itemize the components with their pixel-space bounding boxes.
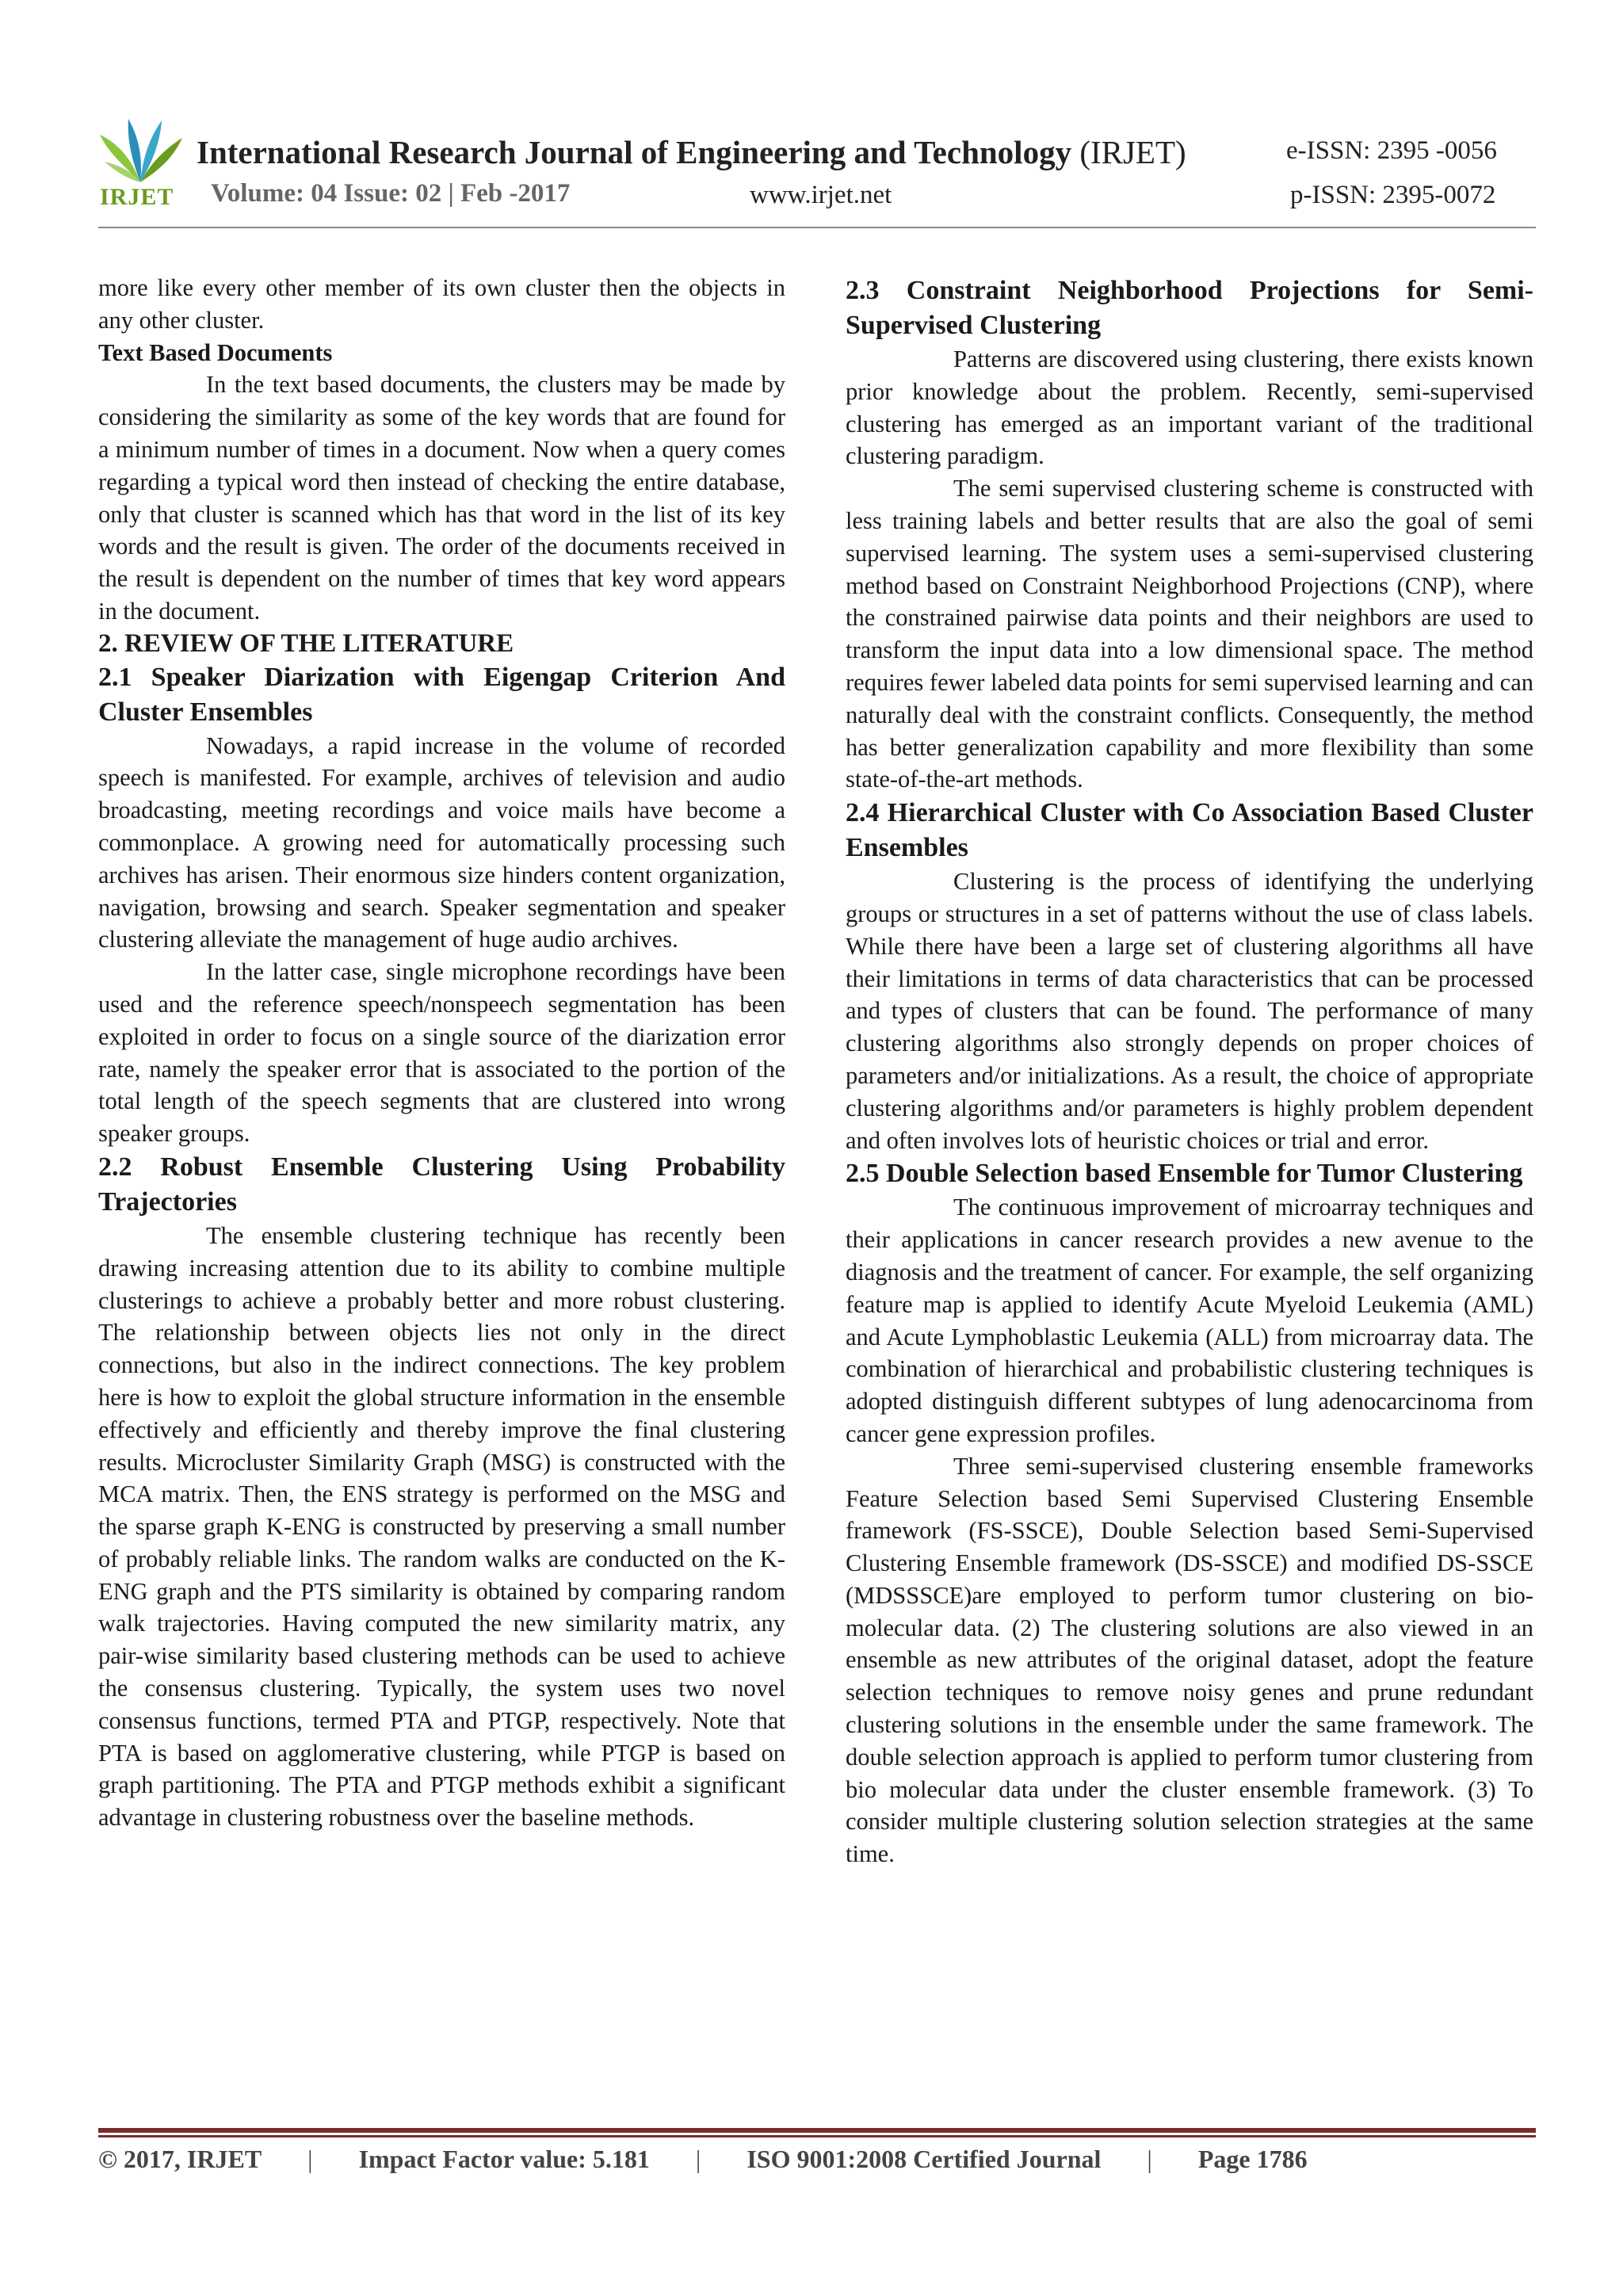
text-docs-heading: Text Based Documents [98,338,333,366]
footer-separator: | [695,2145,701,2173]
paragraph: Three semi-supervised clustering ensemble frameworks Feature Selection based Semi Supervised Clustering Ensemble framework (FS-SSCE), Double Selection based Semi-Supervised Clustering Ensemble framework (DS-SSCE) and modified DS-SSCE (MDSSSCE)are employed to perform tumor clustering on bio-molecular data. (2) The clustering solutions are also viewed in an ensemble as new attributes of the original dataset, adopt the feature selection techniques to remove noisy genes and prune redundant clustering solutions in the ensemble under the same framework. The double selection approach is applied to perform tumor clustering from bio molecular data under the cluster ensemble framework. (3) To consider multiple clustering solution selection strategies at the same time. [846,1452,1533,1868]
paragraph: The semi supervised clustering scheme is constructed with less training labels and better results that are also the goal of semi supervised learning. The system uses a semi-supervised clustering method based on Constraint Neighborhood Projections (CNP), where the constrained pairwise data points and their neighbors are used to transform the input data into a low dimensional space. The method requires fewer labeled data points for semi supervised learning and can naturally deal with the constraint conflicts. Consequently, the method has better generalization capability and more flexibility than some state-of-the-art methods. [846,475,1533,793]
journal-name: International Research Journal of Engineering and Technology [197,134,1072,170]
subsection-title-2-2: 2.2 Robust Ensemble Clustering Using Probability Trajectories [98,1152,785,1217]
paragraph: more like every other member of its own cluster then the objects in any other cluster. [98,274,785,334]
subsection-title-2-3: 2.3 Constraint Neighborhood Projections for Semi-Supervised Clustering [846,276,1533,340]
logo-text: IRJET [100,184,174,210]
pissn: p-ISSN: 2395-0072 [1290,181,1496,209]
paragraph: Patterns are discovered using clustering, there exists known prior knowledge about the problem. Recently, semi-supervised clustering has emerged as an important variant of the traditional clustering paradigm. [846,346,1533,470]
subsection-title-2-4: 2.4 Hierarchical Cluster with Co Association Based Cluster Ensembles [846,798,1533,863]
iso-certification: ISO 9001:2008 Certified Journal [747,2145,1102,2173]
page-footer [98,2145,1308,2174]
copyright: © 2017, IRJET [98,2145,262,2173]
section-title: 2. REVIEW OF THE LITERATURE [98,628,514,658]
footer-rule-thin [98,2135,1536,2137]
footer-separator: | [1147,2145,1152,2173]
subsection-title-2-5: 2.5 Double Selection based Ensemble for Tumor Clustering [846,1159,1523,1189]
journal-title [197,133,1186,171]
website-link[interactable]: www.irjet.net [750,181,892,209]
footer-rule-thick [98,2128,1536,2133]
paragraph: Nowadays, a rapid increase in the volume of recorded speech is manifested. For example, archives of television and audio broadcasting, meeting recordings and voice mails have become a commonplace. A growing need for automatically processing such archives has arisen. Their enormous size hinders content organization, navigation, browsing and search. Speaker segmentation and speaker clustering alleviate the management of huge audio archives. [98,732,785,953]
eissn: e-ISSN: 2395 -0056 [1286,136,1497,165]
right-column [846,273,1533,1870]
paragraph: The ensemble clustering technique has recently been drawing increasing attention due to its ability to combine multiple clusterings to achieve a probably better and more robust clustering. The relationship between objects lies not only in the direct connections, but also in the indirect connections. The key problem here is how to exploit the global structure information in the ensemble effectively and efficiently and thereby improve the final clustering results. Microcluster Similarity Graph (MSG) is constructed with the MCA matrix. Then, the ENS strategy is performed on the MSG and the sparse graph K-ENG is constructed by preserving a small number of probably reliable links. The random walks are conducted on the K-ENG graph and the PTS similarity is obtained by comparing random walk trajectories. Having computed the new similarity matrix, any pair-wise similarity based clustering methods can be used to achieve the consensus clustering. Typically, the system uses two novel consensus functions, termed PTA and PTGP, respectively. Note that PTA is based on agglomerative clustering, while PTGP is based on graph partitioning. The PTA and PTGP methods exhibit a significant advantage in clustering robustness over the baseline methods. [98,1221,785,1832]
left-column [98,272,785,1834]
header-divider [98,227,1536,228]
subsection-title-2-1: 2.1 Speaker Diarization with Eigengap Criterion And Cluster Ensembles [98,662,785,727]
paragraph: Clustering is the process of identifying the underlying groups or structures in a set of patterns without the use of class labels. While there have been a large set of clustering algorithms all have their limitations in terms of data characteristics that can be processed and types of clusters that can be found. The performance of many clustering algorithms also strongly depends on proper choices of parameters and/or initializations. As a result, the choice of appropriate clustering algorithms and/or parameters is highly problem dependent and often involves lots of heuristic choices or trial and error. [846,868,1533,1154]
irjet-logo [94,111,187,214]
logo-leaves-icon [94,111,187,190]
page-header [94,111,1536,230]
paragraph: In the latter case, single microphone recordings have been used and the reference speech/nonspeech segmentation has been exploited in order to focus on a single source of the diarization error rate, namely the speaker error that is associated to the portion of the total length of the speech segments that are clustered into wrong speaker groups. [98,958,785,1148]
paragraph: The continuous improvement of microarray techniques and their applications in cancer research provides a new avenue to the diagnosis and the treatment of cancer. For example, the self organizing feature map is applied to identify Acute Myeloid Leukemia (AML) and Acute Lymphoblastic Leukemia (ALL) from microarray data. The combination of hierarchical and probabilistic clustering techniques is adopted distinguish different subtypes of lung adenocarcinoma from cancer gene expression profiles. [846,1194,1533,1447]
paragraph: In the text based documents, the clusters may be made by considering the similarity as some of the key words that are found for a minimum number of times in a document. Now when a query comes regarding a typical word then instead of checking the entire database, only that cluster is scanned which has that word in the list of its key words and the result is given. The order of the documents received in the result is dependent on the number of times that key word appears in the document. [98,371,785,625]
footer-separator: | [307,2145,313,2173]
page-number: Page 1786 [1197,2145,1308,2173]
impact-factor: Impact Factor value: 5.181 [358,2145,650,2173]
volume-issue: Volume: 04 Issue: 02 | Feb -2017 [211,179,571,208]
journal-abbr: (IRJET) [1079,134,1186,170]
